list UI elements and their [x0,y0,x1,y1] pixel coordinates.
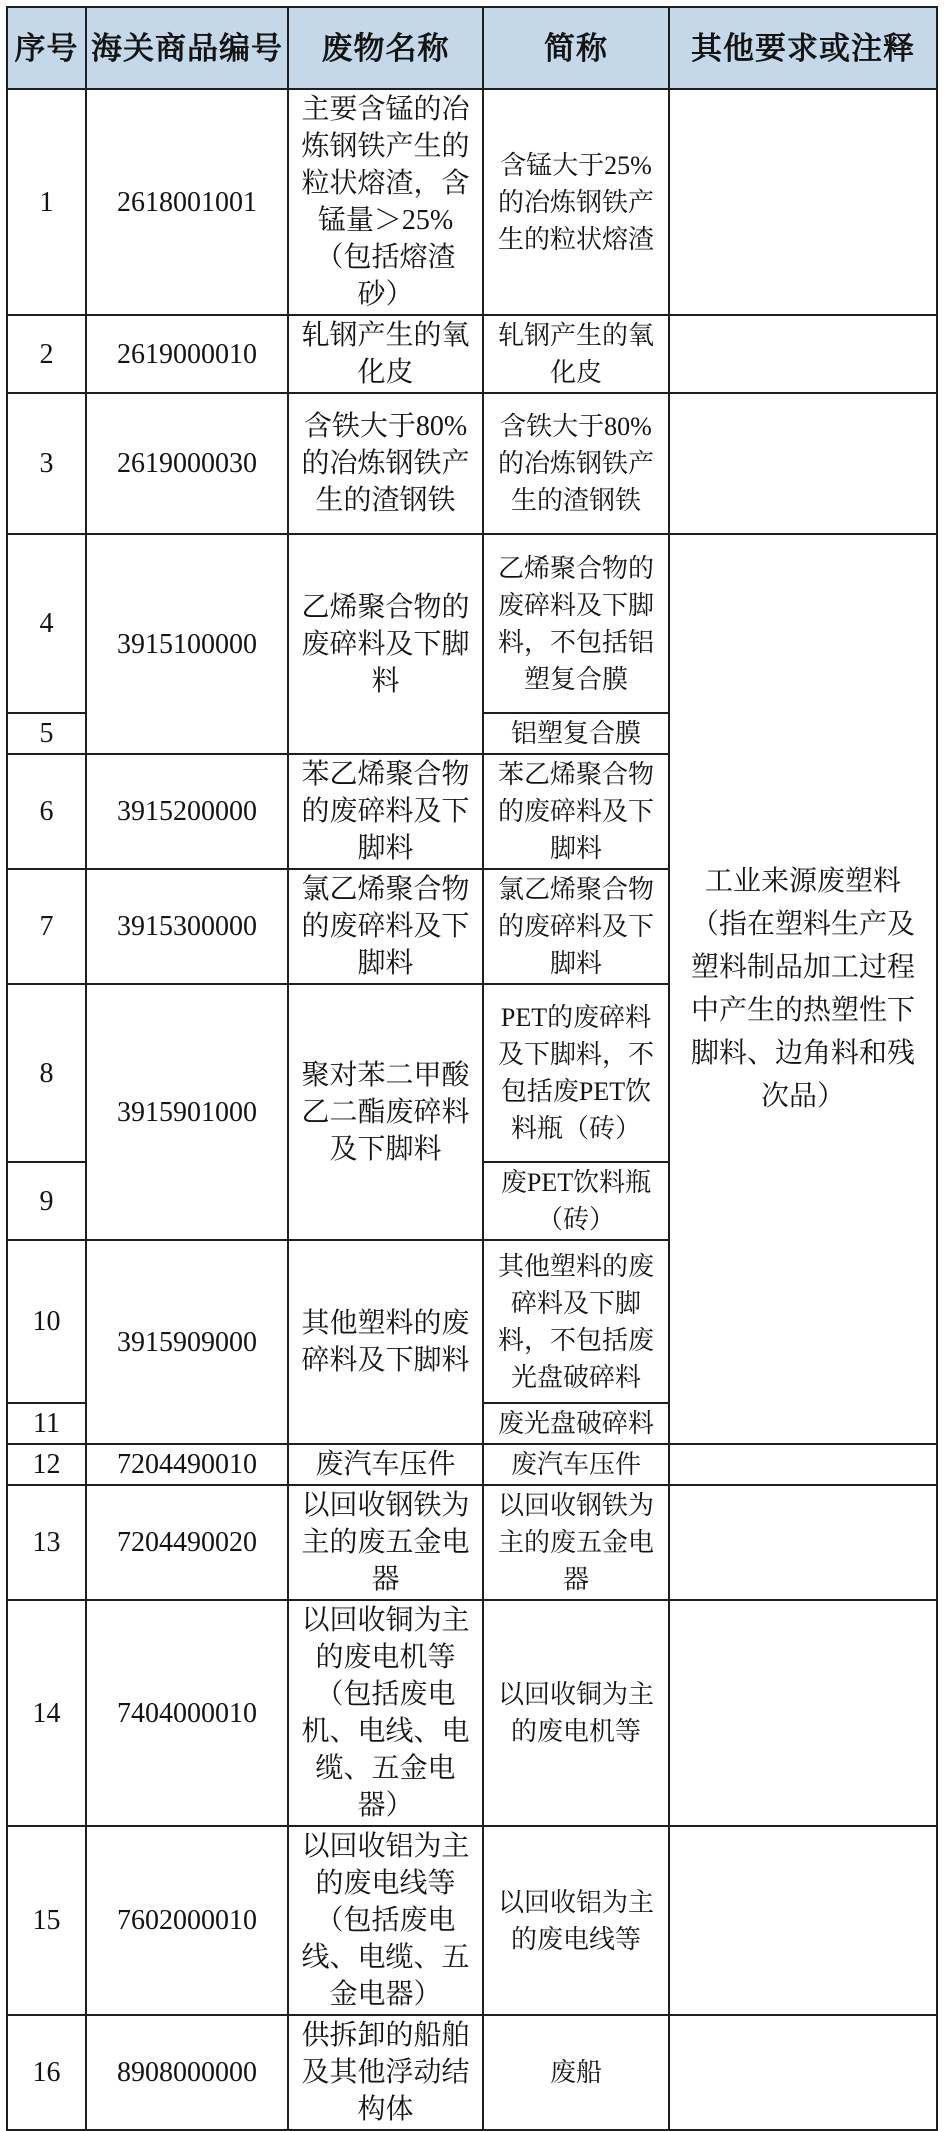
waste-name-cell: 以回收铝为主的废电线等（包括废电线、电缆、五金电器） [288,1826,483,2015]
col-header-short-name: 简称 [483,7,669,89]
waste-name-cell: 轧钢产生的氧化皮 [288,315,483,393]
table-row [7,1826,937,2015]
table-row [7,1444,937,1485]
short-name-cell: 苯乙烯聚合物的废碎料及下脚料 [483,754,669,869]
hs-code-cell: 3915300000 [86,869,288,984]
table-row [7,1600,937,1826]
table-row [7,315,937,393]
col-header-waste-name: 废物名称 [288,7,483,89]
short-name-cell: 废PET饮料瓶（砖） [483,1162,669,1240]
row-number-cell: 14 [7,1600,86,1826]
row-number-cell: 13 [7,1485,86,1600]
row-number-cell: 12 [7,1444,86,1485]
row-number-cell: 5 [7,713,86,754]
notes-cell [669,2015,937,2130]
hs-code-cell: 7404000010 [86,1600,288,1826]
short-name-cell: 其他塑料的废碎料及下脚料，不包括废光盘破碎料 [483,1240,669,1403]
short-name-cell: 含铁大于80%的冶炼钢铁产生的渣钢铁 [483,393,669,534]
waste-name-cell: 供拆卸的船舶及其他浮动结构体 [288,2015,483,2130]
notes-cell [669,89,937,315]
row-number-cell: 1 [7,89,86,315]
notes-cell [669,315,937,393]
hs-code-cell: 3915100000 [86,534,288,754]
short-name-cell: 废船 [483,2015,669,2130]
short-name-cell: 轧钢产生的氧化皮 [483,315,669,393]
row-number-cell: 11 [7,1403,86,1444]
hs-code-cell: 7602000010 [86,1826,288,2015]
row-number-cell: 3 [7,393,86,534]
hs-code-cell: 3915200000 [86,754,288,869]
hs-code-cell: 3915901000 [86,984,288,1240]
waste-name-cell: 主要含锰的冶炼钢铁产生的粒状熔渣，含锰量＞25%（包括熔渣砂） [288,89,483,315]
hs-code-cell: 7204490020 [86,1485,288,1600]
short-name-cell: 以回收钢铁为主的废五金电器 [483,1485,669,1600]
table-row [7,534,937,713]
hs-code-cell: 7204490010 [86,1444,288,1485]
row-number-cell: 15 [7,1826,86,2015]
notes-cell [669,1444,937,1485]
col-header-notes: 其他要求或注释 [669,7,937,89]
short-name-cell: 废光盘破碎料 [483,1403,669,1444]
hs-code-cell: 8908000000 [86,2015,288,2130]
waste-name-cell: 含铁大于80%的冶炼钢铁产生的渣钢铁 [288,393,483,534]
short-name-cell: 以回收铝为主的废电线等 [483,1826,669,2015]
table-row [7,2015,937,2130]
row-number-cell: 7 [7,869,86,984]
table-row [7,393,937,534]
col-header-index: 序号 [7,7,86,89]
short-name-cell: 废汽车压件 [483,1444,669,1485]
row-number-cell: 4 [7,534,86,713]
notes-cell [669,1826,937,2015]
short-name-cell: 以回收铜为主的废电机等 [483,1600,669,1826]
short-name-cell: 铝塑复合膜 [483,713,669,754]
waste-name-cell: 聚对苯二甲酸乙二酯废碎料及下脚料 [288,984,483,1240]
row-number-cell: 2 [7,315,86,393]
waste-name-cell: 其他塑料的废碎料及下脚料 [288,1240,483,1444]
notes-cell [669,1600,937,1826]
waste-name-cell: 乙烯聚合物的废碎料及下脚料 [288,534,483,754]
short-name-cell: PET的废碎料及下脚料，不包括废PET饮料瓶（砖） [483,984,669,1162]
waste-import-table [6,6,938,2131]
waste-name-cell: 以回收铜为主的废电机等（包括废电机、电线、电缆、五金电器） [288,1600,483,1826]
waste-name-cell: 废汽车压件 [288,1444,483,1485]
hs-code-cell: 3915909000 [86,1240,288,1444]
waste-name-cell: 以回收钢铁为主的废五金电器 [288,1485,483,1600]
short-name-cell: 含锰大于25%的冶炼钢铁产生的粒状熔渣 [483,89,669,315]
row-number-cell: 9 [7,1162,86,1240]
notes-cell [669,393,937,534]
col-header-hs-code: 海关商品编号 [86,7,288,89]
table-header-row [7,7,937,89]
waste-name-cell: 苯乙烯聚合物的废碎料及下脚料 [288,754,483,869]
row-number-cell: 10 [7,1240,86,1403]
hs-code-cell: 2618001001 [86,89,288,315]
short-name-cell: 乙烯聚合物的废碎料及下脚料，不包括铝塑复合膜 [483,534,669,713]
table-row [7,89,937,315]
waste-name-cell: 氯乙烯聚合物的废碎料及下脚料 [288,869,483,984]
row-number-cell: 6 [7,754,86,869]
hs-code-cell: 2619000010 [86,315,288,393]
notes-cell [669,1485,937,1600]
table-row [7,1485,937,1600]
hs-code-cell: 2619000030 [86,393,288,534]
short-name-cell: 氯乙烯聚合物的废碎料及下脚料 [483,869,669,984]
notes-cell: 工业来源废塑料（指在塑料生产及塑料制品加工过程中产生的热塑性下脚料、边角料和残次品） [669,534,937,1444]
row-number-cell: 16 [7,2015,86,2130]
row-number-cell: 8 [7,984,86,1162]
